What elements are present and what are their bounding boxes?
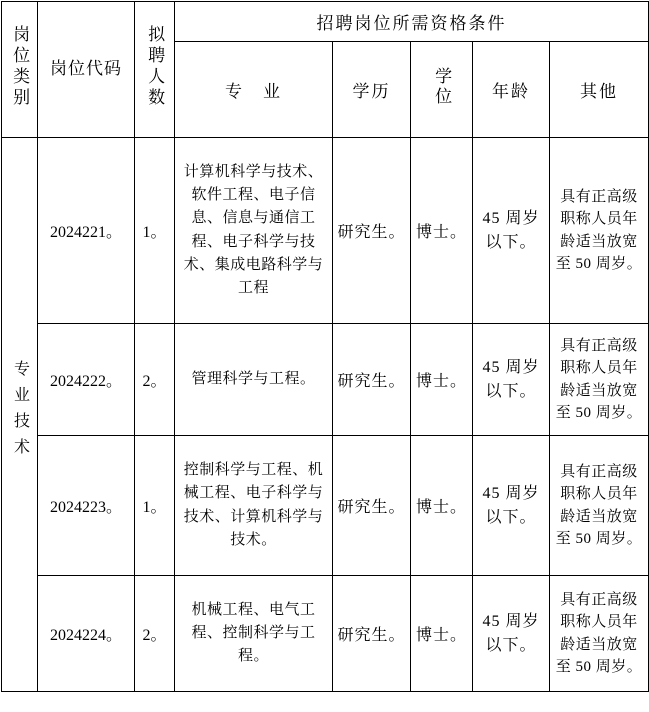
cell-other: 具有正高级职称人员年龄适当放宽至 50 周岁。 — [550, 436, 649, 576]
header-major: 专 业 — [175, 42, 333, 138]
cell-code: 2024222。 — [38, 324, 135, 436]
cell-degree: 博士。 — [411, 324, 473, 436]
cell-code: 2024223。 — [38, 436, 135, 576]
cell-age: 45 周岁以下。 — [473, 436, 550, 576]
cell-other: 具有正高级职称人员年龄适当放宽至 50 周岁。 — [550, 324, 649, 436]
cell-headcount: 2。 — [135, 576, 175, 692]
cell-code: 2024224。 — [38, 576, 135, 692]
table-row — [2, 436, 649, 576]
cell-age: 45 周岁以下。 — [473, 138, 550, 324]
recruitment-positions-table — [1, 1, 649, 692]
cell-education: 研究生。 — [333, 324, 411, 436]
cell-degree: 博士。 — [411, 138, 473, 324]
cell-education: 研究生。 — [333, 138, 411, 324]
table-row — [2, 324, 649, 436]
header-education: 学历 — [333, 42, 411, 138]
cell-other: 具有正高级职称人员年龄适当放宽至 50 周岁。 — [550, 576, 649, 692]
cell-major: 控制科学与工程、机械工程、电子科学与技术、计算机科学与技术。 — [175, 436, 333, 576]
header-category: 岗位类别 — [2, 2, 38, 138]
table-header-row-1 — [2, 2, 649, 42]
cell-age: 45 周岁以下。 — [473, 324, 550, 436]
cell-headcount: 1。 — [135, 138, 175, 324]
cell-other: 具有正高级职称人员年龄适当放宽至 50 周岁。 — [550, 138, 649, 324]
header-code: 岗位代码 — [38, 2, 135, 138]
cell-degree: 博士。 — [411, 576, 473, 692]
cell-major: 计算机科学与技术、软件工程、电子信息、信息与通信工程、电子科学与技术、集成电路科学与工程 — [175, 138, 333, 324]
cell-education: 研究生。 — [333, 436, 411, 576]
document-page — [0, 1, 649, 712]
cell-headcount: 1。 — [135, 436, 175, 576]
header-qualification-group: 招聘岗位所需资格条件 — [175, 2, 649, 42]
cell-education: 研究生。 — [333, 576, 411, 692]
cell-major: 管理科学与工程。 — [175, 324, 333, 436]
cell-degree: 博士。 — [411, 436, 473, 576]
header-degree: 学位 — [411, 42, 473, 138]
table-row — [2, 138, 649, 324]
header-other: 其他 — [550, 42, 649, 138]
cell-headcount: 2。 — [135, 324, 175, 436]
cell-age: 45 周岁以下。 — [473, 576, 550, 692]
header-age: 年龄 — [473, 42, 550, 138]
cell-major: 机械工程、电气工程、控制科学与工程。 — [175, 576, 333, 692]
table-row — [2, 576, 649, 692]
cell-category-value: 专业技术 — [2, 138, 38, 692]
header-headcount: 拟聘人数 — [135, 2, 175, 138]
cell-code: 2024221。 — [38, 138, 135, 324]
